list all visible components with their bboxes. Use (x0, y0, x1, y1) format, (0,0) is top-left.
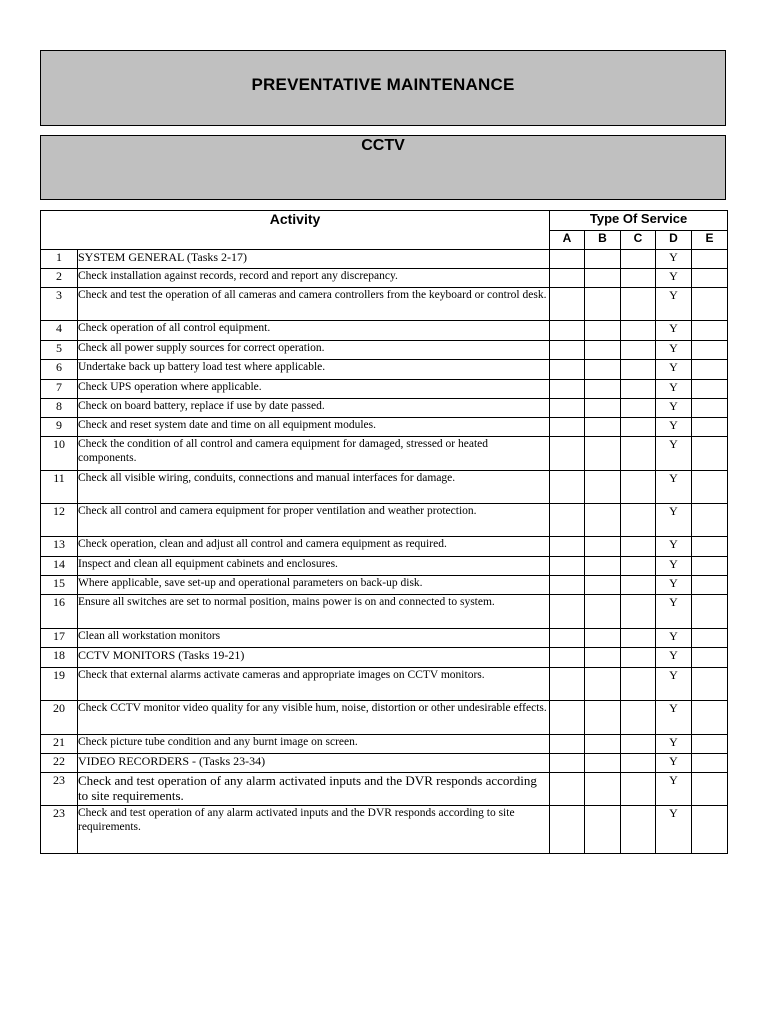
service-cell-a (550, 629, 585, 648)
task-description: Check installation against records, record and report any discrepancy. (78, 269, 550, 288)
table-row (41, 773, 728, 806)
service-column-a: A (550, 230, 585, 250)
service-cell-b (585, 269, 621, 288)
table-row (41, 418, 728, 437)
table-row (41, 754, 728, 773)
service-cell-e (692, 321, 728, 341)
task-description: CCTV MONITORS (Tasks 19-21) (78, 648, 550, 668)
table-row (41, 648, 728, 668)
service-cell-d: Y (656, 471, 692, 504)
service-cell-c (621, 250, 656, 269)
service-cell-a (550, 773, 585, 806)
task-description: Check the condition of all control and camera equipment for damaged, stressed or heated components. (78, 437, 550, 471)
service-cell-d: Y (656, 437, 692, 471)
service-cell-d: Y (656, 321, 692, 341)
task-description: Check operation, clean and adjust all control and camera equipment as required. (78, 537, 550, 557)
service-cell-d: Y (656, 701, 692, 735)
service-cell-b (585, 399, 621, 418)
service-cell-b (585, 576, 621, 595)
service-cell-b (585, 321, 621, 341)
service-cell-a (550, 471, 585, 504)
table-row (41, 806, 728, 854)
table-row (41, 360, 728, 380)
service-cell-e (692, 437, 728, 471)
task-description: Check operation of all control equipment. (78, 321, 550, 341)
service-cell-a (550, 735, 585, 754)
service-cell-d: Y (656, 648, 692, 668)
service-cell-d: Y (656, 735, 692, 754)
service-cell-a (550, 360, 585, 380)
service-cell-d: Y (656, 629, 692, 648)
service-column-b: B (585, 230, 621, 250)
service-cell-d: Y (656, 360, 692, 380)
table-row (41, 399, 728, 418)
service-cell-c (621, 380, 656, 399)
service-cell-e (692, 754, 728, 773)
service-cell-a (550, 648, 585, 668)
service-cell-b (585, 418, 621, 437)
service-cell-a (550, 806, 585, 854)
task-number: 6 (41, 360, 78, 380)
service-cell-d: Y (656, 773, 692, 806)
table-row (41, 629, 728, 648)
service-cell-e (692, 341, 728, 360)
task-number: 14 (41, 557, 78, 576)
task-description: Check picture tube condition and any burnt image on screen. (78, 735, 550, 754)
service-cell-b (585, 668, 621, 701)
task-description: Where applicable, save set-up and operational parameters on back-up disk. (78, 576, 550, 595)
service-cell-d: Y (656, 595, 692, 629)
service-cell-c (621, 341, 656, 360)
task-number: 22 (41, 754, 78, 773)
task-description: Check and test operation of any alarm activated inputs and the DVR responds according to site requirements. (78, 773, 550, 806)
task-description: Check that external alarms activate cameras and appropriate images on CCTV monitors. (78, 668, 550, 701)
service-cell-c (621, 360, 656, 380)
table-row (41, 504, 728, 537)
table-row (41, 471, 728, 504)
service-cell-a (550, 576, 585, 595)
service-cell-d: Y (656, 250, 692, 269)
service-cell-b (585, 341, 621, 360)
task-description: Check on board battery, replace if use by date passed. (78, 399, 550, 418)
service-cell-b (585, 557, 621, 576)
service-cell-e (692, 735, 728, 754)
task-description: Ensure all switches are set to normal position, mains power is on and connected to system. (78, 595, 550, 629)
service-cell-c (621, 806, 656, 854)
service-cell-d: Y (656, 754, 692, 773)
task-number: 15 (41, 576, 78, 595)
table-body (41, 250, 728, 854)
task-number: 19 (41, 668, 78, 701)
service-cell-d: Y (656, 269, 692, 288)
service-cell-a (550, 418, 585, 437)
task-number: 10 (41, 437, 78, 471)
service-cell-b (585, 773, 621, 806)
service-cell-c (621, 399, 656, 418)
service-cell-c (621, 321, 656, 341)
table-row (41, 668, 728, 701)
service-cell-e (692, 399, 728, 418)
table-row (41, 269, 728, 288)
task-number: 3 (41, 288, 78, 321)
service-cell-e (692, 806, 728, 854)
service-column-d: D (656, 230, 692, 250)
service-cell-e (692, 557, 728, 576)
service-column-e: E (692, 230, 728, 250)
task-number: 16 (41, 595, 78, 629)
service-cell-a (550, 437, 585, 471)
table-row (41, 250, 728, 269)
service-cell-c (621, 668, 656, 701)
document-subtitle: CCTV (361, 137, 405, 154)
task-number: 17 (41, 629, 78, 648)
service-cell-b (585, 471, 621, 504)
service-cell-a (550, 288, 585, 321)
task-number: 23 (41, 806, 78, 854)
service-cell-c (621, 629, 656, 648)
service-cell-c (621, 269, 656, 288)
service-cell-b (585, 250, 621, 269)
task-description: Check and test the operation of all cameras and camera controllers from the keyboard or control desk. (78, 288, 550, 321)
service-cell-e (692, 668, 728, 701)
service-cell-e (692, 380, 728, 399)
service-cell-e (692, 250, 728, 269)
service-cell-a (550, 399, 585, 418)
service-cell-d: Y (656, 557, 692, 576)
service-cell-a (550, 668, 585, 701)
table-header (41, 211, 728, 250)
service-cell-a (550, 701, 585, 735)
service-cell-b (585, 380, 621, 399)
task-description: Check all control and camera equipment for proper ventilation and weather protection. (78, 504, 550, 537)
service-cell-a (550, 380, 585, 399)
service-cell-d: Y (656, 668, 692, 701)
service-cell-c (621, 288, 656, 321)
task-description: SYSTEM GENERAL (Tasks 2-17) (78, 250, 550, 269)
activity-column-header: Activity (41, 211, 550, 250)
task-description: Check and test operation of any alarm activated inputs and the DVR responds according to site requirements. (78, 806, 550, 854)
task-description: Inspect and clean all equipment cabinets and enclosures. (78, 557, 550, 576)
task-number: 8 (41, 399, 78, 418)
title-banner (40, 50, 726, 126)
service-cell-a (550, 754, 585, 773)
service-cell-c (621, 418, 656, 437)
service-column-c: C (621, 230, 656, 250)
service-cell-a (550, 250, 585, 269)
task-number: 4 (41, 321, 78, 341)
service-cell-b (585, 701, 621, 735)
service-cell-a (550, 321, 585, 341)
task-description: Check CCTV monitor video quality for any visible hum, noise, distortion or other undesirable effects. (78, 701, 550, 735)
service-cell-d: Y (656, 341, 692, 360)
service-cell-c (621, 504, 656, 537)
task-number: 9 (41, 418, 78, 437)
task-number: 12 (41, 504, 78, 537)
table-row (41, 537, 728, 557)
task-number: 11 (41, 471, 78, 504)
table-row (41, 735, 728, 754)
task-description: VIDEO RECORDERS - (Tasks 23-34) (78, 754, 550, 773)
document-title: PREVENTATIVE MAINTENANCE (251, 75, 515, 94)
service-cell-e (692, 648, 728, 668)
table-row (41, 557, 728, 576)
service-cell-b (585, 595, 621, 629)
service-cell-c (621, 557, 656, 576)
service-cell-d: Y (656, 537, 692, 557)
service-cell-b (585, 629, 621, 648)
service-cell-c (621, 471, 656, 504)
service-cell-e (692, 418, 728, 437)
service-cell-d: Y (656, 288, 692, 321)
service-cell-e (692, 629, 728, 648)
table-row (41, 321, 728, 341)
table-row (41, 380, 728, 399)
service-cell-a (550, 504, 585, 537)
task-number: 5 (41, 341, 78, 360)
service-cell-a (550, 557, 585, 576)
task-number: 20 (41, 701, 78, 735)
task-number: 1 (41, 250, 78, 269)
task-description: Clean all workstation monitors (78, 629, 550, 648)
service-cell-c (621, 437, 656, 471)
service-cell-b (585, 437, 621, 471)
service-cell-e (692, 269, 728, 288)
service-cell-e (692, 773, 728, 806)
task-number: 23 (41, 773, 78, 806)
service-cell-e (692, 360, 728, 380)
service-cell-b (585, 537, 621, 557)
service-cell-d: Y (656, 380, 692, 399)
table-row (41, 701, 728, 735)
service-cell-c (621, 537, 656, 557)
table-row (41, 288, 728, 321)
service-cell-b (585, 754, 621, 773)
service-cell-b (585, 288, 621, 321)
service-cell-c (621, 773, 656, 806)
service-cell-c (621, 735, 656, 754)
service-cell-d: Y (656, 399, 692, 418)
service-cell-e (692, 595, 728, 629)
task-number: 18 (41, 648, 78, 668)
service-cell-b (585, 504, 621, 537)
service-cell-c (621, 648, 656, 668)
service-cell-b (585, 360, 621, 380)
table-row (41, 576, 728, 595)
service-cell-a (550, 341, 585, 360)
task-description: Check and reset system date and time on all equipment modules. (78, 418, 550, 437)
service-cell-d: Y (656, 418, 692, 437)
task-description: Check all visible wiring, conduits, connections and manual interfaces for damage. (78, 471, 550, 504)
table-row (41, 595, 728, 629)
service-cell-d: Y (656, 576, 692, 595)
service-cell-d: Y (656, 806, 692, 854)
service-cell-a (550, 537, 585, 557)
service-cell-e (692, 576, 728, 595)
task-number: 2 (41, 269, 78, 288)
service-cell-c (621, 754, 656, 773)
service-cell-b (585, 648, 621, 668)
task-description: Check all power supply sources for correct operation. (78, 341, 550, 360)
task-description: Undertake back up battery load test where applicable. (78, 360, 550, 380)
subtitle-banner (40, 135, 726, 200)
service-cell-c (621, 595, 656, 629)
table-row (41, 437, 728, 471)
service-cell-c (621, 576, 656, 595)
service-cell-b (585, 806, 621, 854)
service-cell-e (692, 537, 728, 557)
service-cell-c (621, 701, 656, 735)
service-cell-e (692, 471, 728, 504)
task-description: Check UPS operation where applicable. (78, 380, 550, 399)
task-number: 7 (41, 380, 78, 399)
service-cell-d: Y (656, 504, 692, 537)
service-cell-a (550, 269, 585, 288)
maintenance-table (40, 210, 728, 854)
service-cell-b (585, 735, 621, 754)
service-cell-e (692, 701, 728, 735)
service-type-header: Type Of Service (550, 211, 728, 231)
service-cell-e (692, 288, 728, 321)
service-cell-e (692, 504, 728, 537)
task-number: 13 (41, 537, 78, 557)
table-row (41, 341, 728, 360)
task-number: 21 (41, 735, 78, 754)
service-cell-a (550, 595, 585, 629)
